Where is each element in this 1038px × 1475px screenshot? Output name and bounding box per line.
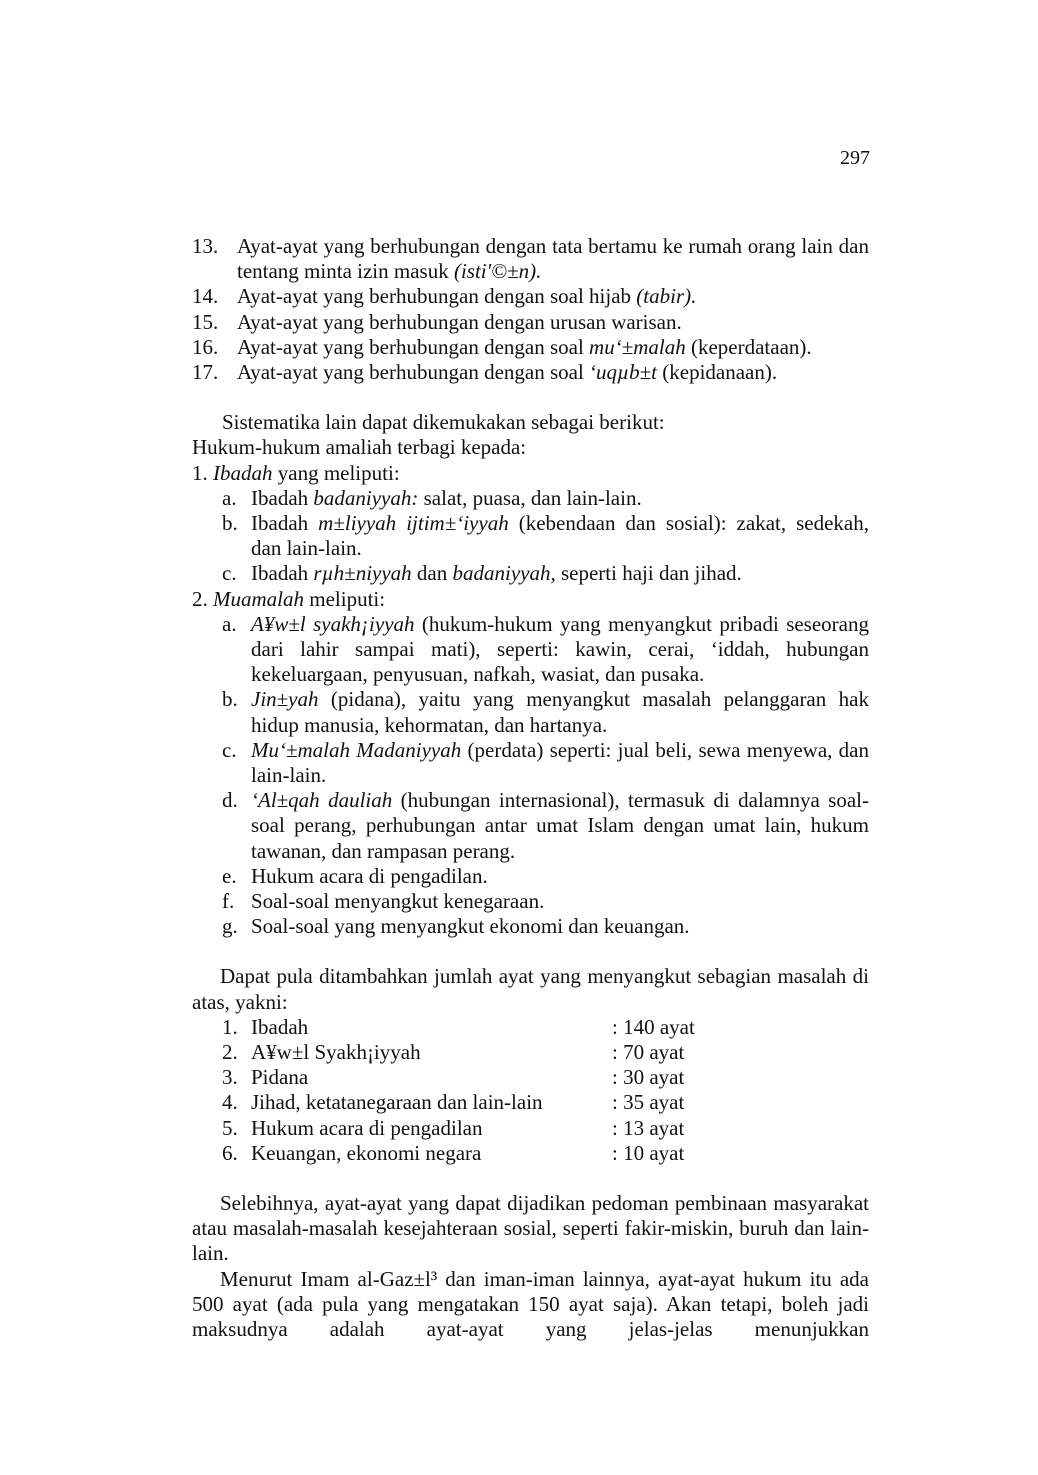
page-content — [192, 234, 869, 1342]
list-item: c. Mu‘±malah Madaniyyah (perdata) seperti: jual beli, sewa menyewa, dan lain-lain. — [222, 737, 869, 788]
list-item: 17. Ayat-ayat yang berhubungan dengan soal ‘uqµb±t (kepidanaan). — [192, 360, 778, 385]
section-heading: 2. Muamalah meliputi: — [192, 586, 386, 611]
list-letter: b. — [222, 511, 238, 536]
list-letter: d. — [222, 788, 238, 813]
list-letter: c. — [222, 737, 237, 762]
list-item: 15. Ayat-ayat yang berhubungan dengan urusan warisan. — [192, 309, 682, 334]
list-letter: c. — [222, 561, 237, 586]
list-item: d. ‘Al±qah dauliah (hubungan internasional), termasuk di dalamnya soal-soal perang, perhubungan antar umat Islam dengan umat lain, hukum tawanan, dan rampasan perang. — [222, 788, 869, 863]
paragraph: Selebihnya, ayat-ayat yang dapat dijadikan pedoman pembinaan masyarakat atau masalah-masalah kesejahteraan sosial, seperti fakir-miskin, buruh dan lain-lain. — [192, 1191, 869, 1266]
list-item: 16. Ayat-ayat yang berhubungan dengan soal mu‘±malah (keperdataan). — [192, 334, 812, 359]
list-number: 14. — [192, 284, 219, 309]
list-letter: b. — [222, 687, 238, 712]
list-letter: g. — [222, 914, 238, 939]
list-letter: a. — [222, 611, 237, 636]
list-item: c. Ibadah rµh±niyyah dan badaniyyah, seperti haji dan jihad. — [222, 561, 742, 586]
list-number: 16. — [192, 334, 219, 359]
intro-paragraph: Sistematika lain dapat dikemukakan sebagai berikut: — [222, 410, 665, 435]
list-item: b. Jin±yah (pidana), yaitu yang menyangkut masalah pelanggaran hak hidup manusia, kehormatan, dan hartanya. — [222, 687, 869, 737]
list-letter: e. — [222, 863, 237, 888]
list-item: e. Hukum acara di pengadilan. — [222, 863, 488, 888]
list-item: 13. Ayat-ayat yang berhubungan dengan tata bertamu ke rumah orang lain dan tentang minta izin masuk (isti'©±n). — [192, 234, 869, 284]
table-row: 1. Ibadah : 140 ayat — [222, 1014, 695, 1039]
paragraph: Menurut Imam al-Gaz±l³ dan iman-iman lainnya, ayat-ayat hukum itu ada 500 ayat (ada pula yang mengatakan 150 ayat saja). Akan tetapi, boleh jadi maksudnya adalah ayat-ayat yang jelas-jelas menunjukkan — [192, 1266, 869, 1342]
list-item: b. Ibadah m±liyyah ijtim±‘iyyah (kebendaan dan sosial): zakat, sedekah, dan lain-lain. — [222, 511, 870, 561]
list-letter: a. — [222, 485, 237, 510]
list-item: a. A¥w±l syakh¡iyyah (hukum-hukum yang menyangkut pribadi seseorang dari lahir sampai mati), seperti: kawin, cerai, ‘iddah, hubungan kekeluargaan, penyusuan, nafkah, wasiat, dan pusaka. — [222, 611, 869, 687]
table-row: 3. Pidana : 30 ayat — [222, 1065, 685, 1090]
verse-count-table — [192, 1015, 869, 1166]
list-letter: f. — [222, 889, 235, 914]
page-number: 297 — [840, 147, 870, 169]
list-item: g. Soal-soal yang menyangkut ekonomi dan keuangan. — [222, 914, 690, 939]
list-item: a. Ibadah badaniyyah: salat, puasa, dan lain-lain. — [222, 485, 642, 510]
numbered-list — [192, 234, 869, 385]
table-row: 4. Jihad, ketatanegaraan dan lain-lain : 35 ayat — [222, 1090, 685, 1115]
list-number: 13. — [192, 234, 219, 258]
list-number: 15. — [192, 309, 219, 334]
table-row: 5. Hukum acara di pengadilan : 13 ayat — [222, 1115, 685, 1140]
list-item: 14. Ayat-ayat yang berhubungan dengan soal hijab (tabir). — [192, 284, 697, 309]
list-item: f. Soal-soal menyangkut kenegaraan. — [222, 889, 545, 914]
list-number: 17. — [192, 360, 219, 385]
paragraph: Dapat pula ditambahkan jumlah ayat yang menyangkut sebagian masalah di atas, yakni: — [192, 964, 869, 1014]
section-heading: 1. Ibadah yang meliputi: — [192, 460, 400, 485]
table-row: 2. A¥w±l Syakh¡iyyah : 70 ayat — [222, 1040, 685, 1065]
intro-line: Hukum-hukum amaliah terbagi kepada: — [192, 435, 527, 460]
table-row: 6. Keuangan, ekonomi negara : 10 ayat — [222, 1140, 685, 1165]
